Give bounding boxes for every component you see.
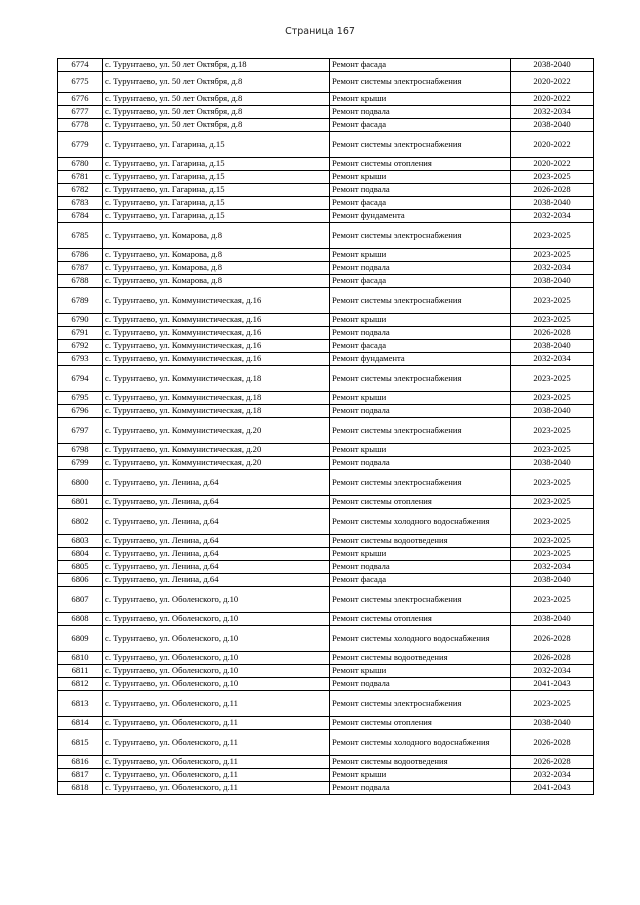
row-work-type: Ремонт крыши <box>330 314 511 327</box>
table-row <box>58 457 594 470</box>
row-years: 2026-2028 <box>511 626 594 652</box>
table-row <box>58 782 594 795</box>
row-years: 2026-2028 <box>511 327 594 340</box>
row-years: 2038-2040 <box>511 119 594 132</box>
row-years: 2026-2028 <box>511 756 594 769</box>
row-number: 6812 <box>58 678 103 691</box>
table-row <box>58 652 594 665</box>
row-number: 6813 <box>58 691 103 717</box>
row-address: с. Турунтаево, ул. Оболенского, д.10 <box>103 652 330 665</box>
row-years: 2023-2025 <box>511 470 594 496</box>
row-number: 6780 <box>58 158 103 171</box>
row-years: 2038-2040 <box>511 275 594 288</box>
row-address: с. Турунтаево, ул. Оболенского, д.11 <box>103 756 330 769</box>
row-work-type: Ремонт системы холодного водоснабжения <box>330 730 511 756</box>
row-number: 6814 <box>58 717 103 730</box>
row-work-type: Ремонт системы электроснабжения <box>330 132 511 158</box>
table-row <box>58 288 594 314</box>
row-years: 2041-2043 <box>511 782 594 795</box>
row-address: с. Турунтаево, ул. 50 лет Октября, д.18 <box>103 59 330 72</box>
row-years: 2023-2025 <box>511 392 594 405</box>
row-number: 6785 <box>58 223 103 249</box>
row-years: 2026-2028 <box>511 652 594 665</box>
row-work-type: Ремонт подвала <box>330 678 511 691</box>
table-row <box>58 756 594 769</box>
row-number: 6795 <box>58 392 103 405</box>
table-row <box>58 210 594 223</box>
row-number: 6793 <box>58 353 103 366</box>
table-row <box>58 626 594 652</box>
row-number: 6816 <box>58 756 103 769</box>
row-number: 6798 <box>58 444 103 457</box>
row-address: с. Турунтаево, ул. 50 лет Октября, д.8 <box>103 93 330 106</box>
row-work-type: Ремонт системы электроснабжения <box>330 418 511 444</box>
table-row <box>58 392 594 405</box>
row-years: 2023-2025 <box>511 171 594 184</box>
row-years: 2032-2034 <box>511 262 594 275</box>
row-years: 2023-2025 <box>511 691 594 717</box>
row-work-type: Ремонт системы холодного водоснабжения <box>330 626 511 652</box>
row-number: 6778 <box>58 119 103 132</box>
row-work-type: Ремонт крыши <box>330 171 511 184</box>
row-address: с. Турунтаево, ул. Ленина, д.64 <box>103 535 330 548</box>
row-address: с. Турунтаево, ул. Оболенского, д.11 <box>103 730 330 756</box>
row-work-type: Ремонт крыши <box>330 548 511 561</box>
repair-schedule-table <box>57 58 594 795</box>
row-number: 6807 <box>58 587 103 613</box>
table-row <box>58 353 594 366</box>
table-row <box>58 340 594 353</box>
row-address: с. Турунтаево, ул. Оболенского, д.11 <box>103 691 330 717</box>
row-address: с. Турунтаево, ул. Коммунистическая, д.20 <box>103 418 330 444</box>
row-address: с. Турунтаево, ул. 50 лет Октября, д.8 <box>103 72 330 93</box>
row-address: с. Турунтаево, ул. Комарова, д.8 <box>103 262 330 275</box>
row-work-type: Ремонт системы отопления <box>330 158 511 171</box>
row-work-type: Ремонт системы отопления <box>330 613 511 626</box>
row-years: 2020-2022 <box>511 132 594 158</box>
row-number: 6811 <box>58 665 103 678</box>
row-address: с. Турунтаево, ул. Комарова, д.8 <box>103 249 330 262</box>
table-row <box>58 132 594 158</box>
row-address: с. Турунтаево, ул. Ленина, д.64 <box>103 561 330 574</box>
row-number: 6817 <box>58 769 103 782</box>
table-row <box>58 93 594 106</box>
table-row <box>58 314 594 327</box>
table-row <box>58 691 594 717</box>
row-number: 6783 <box>58 197 103 210</box>
row-address: с. Турунтаево, ул. Оболенского, д.10 <box>103 613 330 626</box>
table-row <box>58 665 594 678</box>
row-address: с. Турунтаево, ул. Коммунистическая, д.18 <box>103 366 330 392</box>
row-number: 6779 <box>58 132 103 158</box>
row-number: 6810 <box>58 652 103 665</box>
row-address: с. Турунтаево, ул. Коммунистическая, д.16 <box>103 340 330 353</box>
row-address: с. Турунтаево, ул. Комарова, д.8 <box>103 223 330 249</box>
row-work-type: Ремонт системы электроснабжения <box>330 587 511 613</box>
row-number: 6797 <box>58 418 103 444</box>
table-row <box>58 106 594 119</box>
table-row <box>58 405 594 418</box>
row-work-type: Ремонт системы водоотведения <box>330 535 511 548</box>
row-work-type: Ремонт фундамента <box>330 353 511 366</box>
row-years: 2038-2040 <box>511 613 594 626</box>
row-years: 2026-2028 <box>511 184 594 197</box>
row-address: с. Турунтаево, ул. Коммунистическая, д.16 <box>103 353 330 366</box>
table-row <box>58 496 594 509</box>
row-address: с. Турунтаево, ул. 50 лет Октября, д.8 <box>103 119 330 132</box>
table-row <box>58 59 594 72</box>
row-years: 2023-2025 <box>511 249 594 262</box>
table-row <box>58 275 594 288</box>
table-row <box>58 158 594 171</box>
table-row <box>58 613 594 626</box>
row-years: 2023-2025 <box>511 509 594 535</box>
row-address: с. Турунтаево, ул. Коммунистическая, д.18 <box>103 405 330 418</box>
row-address: с. Турунтаево, ул. Гагарина, д.15 <box>103 171 330 184</box>
table-row <box>58 561 594 574</box>
table-row <box>58 171 594 184</box>
row-years: 2023-2025 <box>511 535 594 548</box>
row-work-type: Ремонт крыши <box>330 444 511 457</box>
table-row <box>58 418 594 444</box>
row-number: 6789 <box>58 288 103 314</box>
row-number: 6808 <box>58 613 103 626</box>
row-address: с. Турунтаево, ул. Коммунистическая, д.18 <box>103 392 330 405</box>
row-address: с. Турунтаево, ул. Оболенского, д.11 <box>103 717 330 730</box>
row-years: 2020-2022 <box>511 72 594 93</box>
row-work-type: Ремонт системы электроснабжения <box>330 691 511 717</box>
row-years: 2023-2025 <box>511 314 594 327</box>
row-years: 2038-2040 <box>511 197 594 210</box>
row-work-type: Ремонт подвала <box>330 405 511 418</box>
row-address: с. Турунтаево, ул. Коммунистическая, д.16 <box>103 327 330 340</box>
row-number: 6781 <box>58 171 103 184</box>
table-row <box>58 327 594 340</box>
table-row <box>58 769 594 782</box>
row-number: 6775 <box>58 72 103 93</box>
table-row <box>58 223 594 249</box>
table-row <box>58 548 594 561</box>
table-row <box>58 262 594 275</box>
row-address: с. Турунтаево, ул. Ленина, д.64 <box>103 548 330 561</box>
row-years: 2032-2034 <box>511 353 594 366</box>
row-years: 2032-2034 <box>511 769 594 782</box>
row-years: 2038-2040 <box>511 340 594 353</box>
row-work-type: Ремонт системы электроснабжения <box>330 366 511 392</box>
table-row <box>58 444 594 457</box>
table-row <box>58 197 594 210</box>
row-work-type: Ремонт системы отопления <box>330 496 511 509</box>
row-work-type: Ремонт фасада <box>330 574 511 587</box>
row-address: с. Турунтаево, ул. Оболенского, д.10 <box>103 587 330 613</box>
row-address: с. Турунтаево, ул. Ленина, д.64 <box>103 470 330 496</box>
row-years: 2038-2040 <box>511 59 594 72</box>
row-number: 6799 <box>58 457 103 470</box>
row-address: с. Турунтаево, ул. Гагарина, д.15 <box>103 184 330 197</box>
row-address: с. Турунтаево, ул. Гагарина, д.15 <box>103 132 330 158</box>
row-address: с. Турунтаево, ул. Комарова, д.8 <box>103 275 330 288</box>
row-work-type: Ремонт системы отопления <box>330 717 511 730</box>
row-work-type: Ремонт фундамента <box>330 210 511 223</box>
row-work-type: Ремонт подвала <box>330 327 511 340</box>
row-work-type: Ремонт фасада <box>330 197 511 210</box>
row-work-type: Ремонт подвала <box>330 184 511 197</box>
row-work-type: Ремонт системы водоотведения <box>330 652 511 665</box>
row-years: 2041-2043 <box>511 678 594 691</box>
table-row <box>58 587 594 613</box>
row-address: с. Турунтаево, ул. Коммунистическая, д.16 <box>103 288 330 314</box>
row-work-type: Ремонт фасада <box>330 275 511 288</box>
row-number: 6800 <box>58 470 103 496</box>
row-work-type: Ремонт системы водоотведения <box>330 756 511 769</box>
row-address: с. Турунтаево, ул. Оболенского, д.10 <box>103 626 330 652</box>
row-number: 6774 <box>58 59 103 72</box>
row-number: 6818 <box>58 782 103 795</box>
row-address: с. Турунтаево, ул. Ленина, д.64 <box>103 496 330 509</box>
row-address: с. Турунтаево, ул. Коммунистическая, д.16 <box>103 314 330 327</box>
row-number: 6806 <box>58 574 103 587</box>
row-number: 6788 <box>58 275 103 288</box>
row-work-type: Ремонт подвала <box>330 561 511 574</box>
row-number: 6801 <box>58 496 103 509</box>
row-work-type: Ремонт подвала <box>330 457 511 470</box>
row-years: 2032-2034 <box>511 665 594 678</box>
row-work-type: Ремонт подвала <box>330 782 511 795</box>
row-years: 2020-2022 <box>511 93 594 106</box>
row-number: 6803 <box>58 535 103 548</box>
table-row <box>58 470 594 496</box>
row-address: с. Турунтаево, ул. Коммунистическая, д.20 <box>103 457 330 470</box>
row-years: 2038-2040 <box>511 405 594 418</box>
row-number: 6792 <box>58 340 103 353</box>
row-work-type: Ремонт фасада <box>330 340 511 353</box>
row-number: 6791 <box>58 327 103 340</box>
row-number: 6777 <box>58 106 103 119</box>
row-years: 2023-2025 <box>511 223 594 249</box>
table-row <box>58 509 594 535</box>
row-work-type: Ремонт крыши <box>330 769 511 782</box>
row-work-type: Ремонт системы электроснабжения <box>330 223 511 249</box>
row-years: 2020-2022 <box>511 158 594 171</box>
table-row <box>58 119 594 132</box>
row-number: 6794 <box>58 366 103 392</box>
row-work-type: Ремонт фасада <box>330 59 511 72</box>
row-work-type: Ремонт подвала <box>330 262 511 275</box>
row-address: с. Турунтаево, ул. Коммунистическая, д.20 <box>103 444 330 457</box>
row-work-type: Ремонт системы электроснабжения <box>330 288 511 314</box>
row-years: 2023-2025 <box>511 288 594 314</box>
row-address: с. Турунтаево, ул. Гагарина, д.15 <box>103 197 330 210</box>
row-years: 2032-2034 <box>511 561 594 574</box>
row-work-type: Ремонт фасада <box>330 119 511 132</box>
row-number: 6804 <box>58 548 103 561</box>
row-years: 2038-2040 <box>511 574 594 587</box>
row-number: 6802 <box>58 509 103 535</box>
row-work-type: Ремонт крыши <box>330 392 511 405</box>
row-number: 6784 <box>58 210 103 223</box>
table-row <box>58 535 594 548</box>
row-address: с. Турунтаево, ул. Ленина, д.64 <box>103 574 330 587</box>
row-number: 6815 <box>58 730 103 756</box>
row-years: 2023-2025 <box>511 366 594 392</box>
table-row <box>58 717 594 730</box>
row-years: 2023-2025 <box>511 444 594 457</box>
table-row <box>58 249 594 262</box>
row-years: 2038-2040 <box>511 457 594 470</box>
table-row <box>58 678 594 691</box>
table-row <box>58 72 594 93</box>
table-row <box>58 366 594 392</box>
row-number: 6782 <box>58 184 103 197</box>
row-address: с. Турунтаево, ул. Оболенского, д.10 <box>103 665 330 678</box>
row-number: 6805 <box>58 561 103 574</box>
row-number: 6786 <box>58 249 103 262</box>
row-address: с. Турунтаево, ул. Гагарина, д.15 <box>103 158 330 171</box>
table-row <box>58 730 594 756</box>
row-address: с. Турунтаево, ул. Оболенского, д.11 <box>103 782 330 795</box>
row-number: 6776 <box>58 93 103 106</box>
row-number: 6809 <box>58 626 103 652</box>
row-years: 2038-2040 <box>511 717 594 730</box>
row-address: с. Турунтаево, ул. Оболенского, д.11 <box>103 769 330 782</box>
table-row <box>58 184 594 197</box>
row-years: 2023-2025 <box>511 587 594 613</box>
row-work-type: Ремонт системы электроснабжения <box>330 72 511 93</box>
row-number: 6787 <box>58 262 103 275</box>
row-number: 6796 <box>58 405 103 418</box>
row-number: 6790 <box>58 314 103 327</box>
row-years: 2023-2025 <box>511 418 594 444</box>
row-address: с. Турунтаево, ул. Ленина, д.64 <box>103 509 330 535</box>
row-years: 2032-2034 <box>511 210 594 223</box>
row-years: 2032-2034 <box>511 106 594 119</box>
row-work-type: Ремонт системы электроснабжения <box>330 470 511 496</box>
page-header: Страница 167 <box>285 26 355 37</box>
row-address: с. Турунтаево, ул. 50 лет Октября, д.8 <box>103 106 330 119</box>
row-address: с. Турунтаево, ул. Гагарина, д.15 <box>103 210 330 223</box>
row-years: 2023-2025 <box>511 496 594 509</box>
row-work-type: Ремонт крыши <box>330 93 511 106</box>
row-years: 2026-2028 <box>511 730 594 756</box>
row-address: с. Турунтаево, ул. Оболенского, д.10 <box>103 678 330 691</box>
row-work-type: Ремонт системы холодного водоснабжения <box>330 509 511 535</box>
row-years: 2023-2025 <box>511 548 594 561</box>
row-work-type: Ремонт крыши <box>330 249 511 262</box>
repair-schedule-rows <box>58 59 594 795</box>
table-row <box>58 574 594 587</box>
row-work-type: Ремонт крыши <box>330 665 511 678</box>
row-work-type: Ремонт подвала <box>330 106 511 119</box>
